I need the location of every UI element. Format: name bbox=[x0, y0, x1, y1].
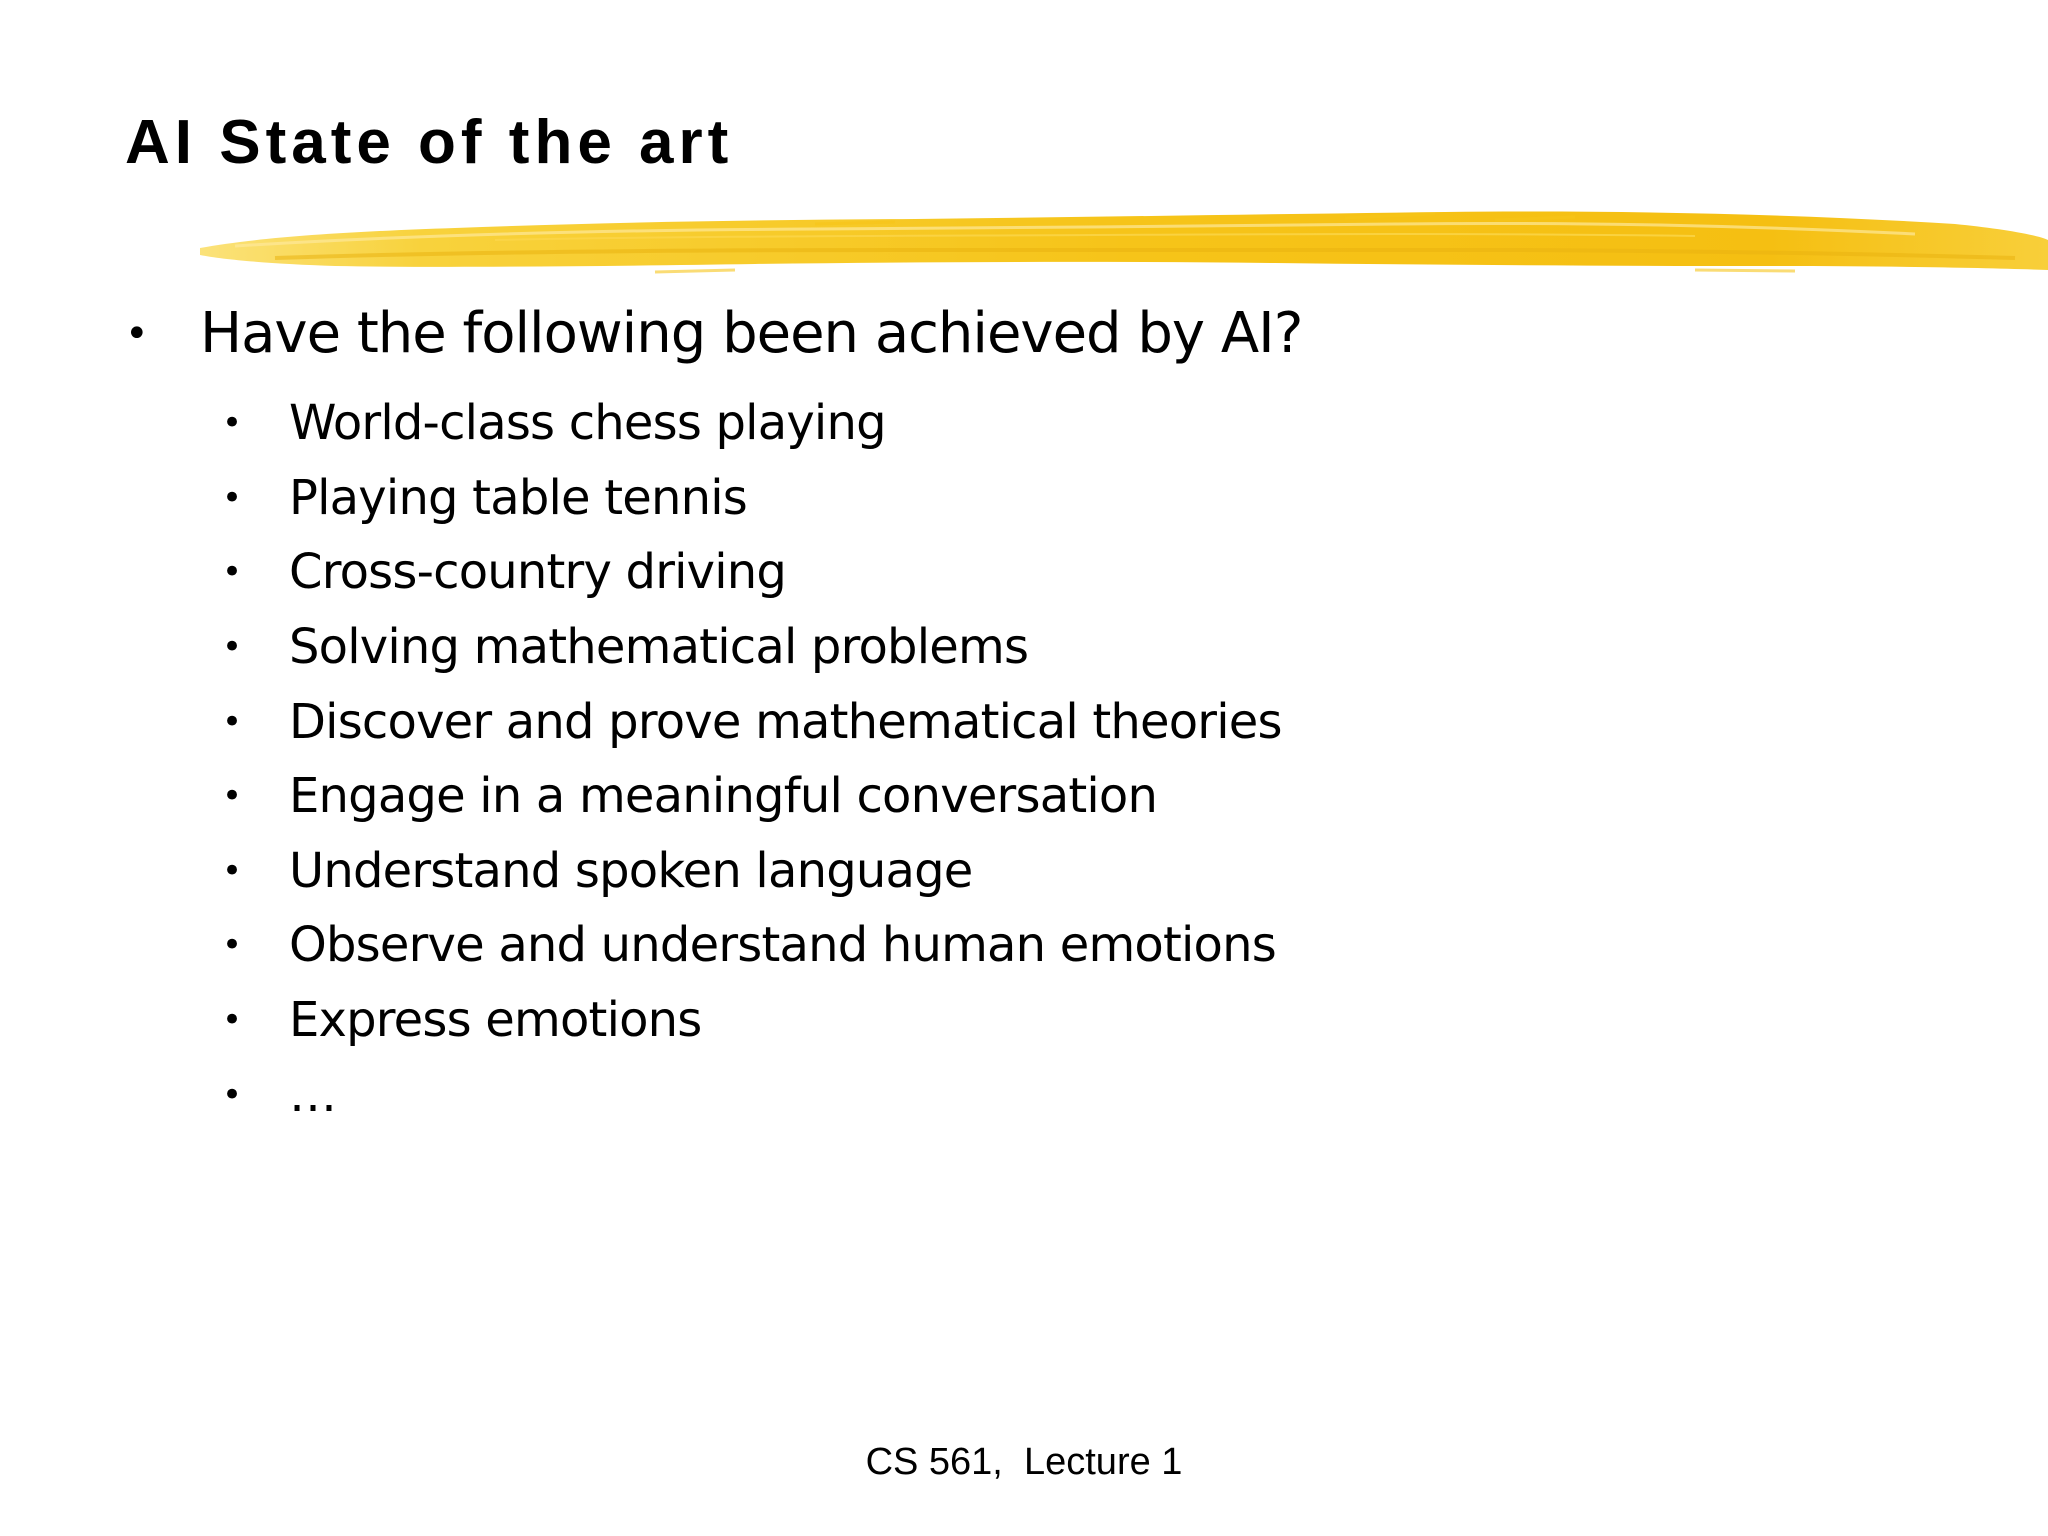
main-bullet-text: Have the following been achieved by AI? bbox=[200, 301, 1303, 366]
yellow-brush-stroke-underline bbox=[195, 200, 2048, 290]
main-bullet bbox=[125, 301, 1303, 366]
bullet-dot: • bbox=[222, 1000, 243, 1041]
sub-bullet-item bbox=[222, 834, 1282, 909]
slide-title: AI State of the art bbox=[125, 108, 734, 177]
slide-footer: CS 561, Lecture 1 bbox=[865, 1441, 1183, 1483]
sub-bullet-text: Cross-country driving bbox=[289, 544, 787, 601]
bullet-dot: • bbox=[222, 776, 243, 817]
sub-bullet-text: Playing table tennis bbox=[289, 469, 747, 526]
sub-bullet-text: … bbox=[289, 1066, 337, 1123]
sub-bullet-item bbox=[222, 610, 1282, 685]
bullet-dot: • bbox=[222, 552, 243, 593]
sub-bullet-item bbox=[222, 461, 1282, 536]
sub-bullet-text: Engage in a meaningful conversation bbox=[289, 768, 1158, 825]
bullet-dot: • bbox=[222, 925, 243, 966]
sub-bullet-text: Solving mathematical problems bbox=[289, 619, 1029, 676]
sub-bullet-text: Understand spoken language bbox=[289, 842, 973, 899]
sub-bullet-text: Express emotions bbox=[289, 992, 702, 1049]
sub-bullet-item bbox=[222, 535, 1282, 610]
bullet-dot: • bbox=[125, 311, 149, 357]
bullet-dot: • bbox=[222, 701, 243, 742]
sub-bullet-text: World-class chess playing bbox=[289, 395, 886, 452]
bullet-dot: • bbox=[222, 850, 243, 891]
bullet-dot: • bbox=[222, 477, 243, 518]
sub-bullet-text: Discover and prove mathematical theories bbox=[289, 693, 1282, 750]
sub-bullet-list bbox=[222, 386, 1282, 1132]
sub-bullet-item bbox=[222, 759, 1282, 834]
sub-bullet-item bbox=[222, 983, 1282, 1058]
bullet-dot: • bbox=[222, 1074, 243, 1115]
sub-bullet-text: Observe and understand human emotions bbox=[289, 917, 1276, 974]
sub-bullet-item bbox=[222, 908, 1282, 983]
sub-bullet-item bbox=[222, 684, 1282, 759]
bullet-dot: • bbox=[222, 627, 243, 668]
bullet-dot: • bbox=[222, 403, 243, 444]
sub-bullet-item bbox=[222, 1057, 1282, 1132]
sub-bullet-item bbox=[222, 386, 1282, 461]
